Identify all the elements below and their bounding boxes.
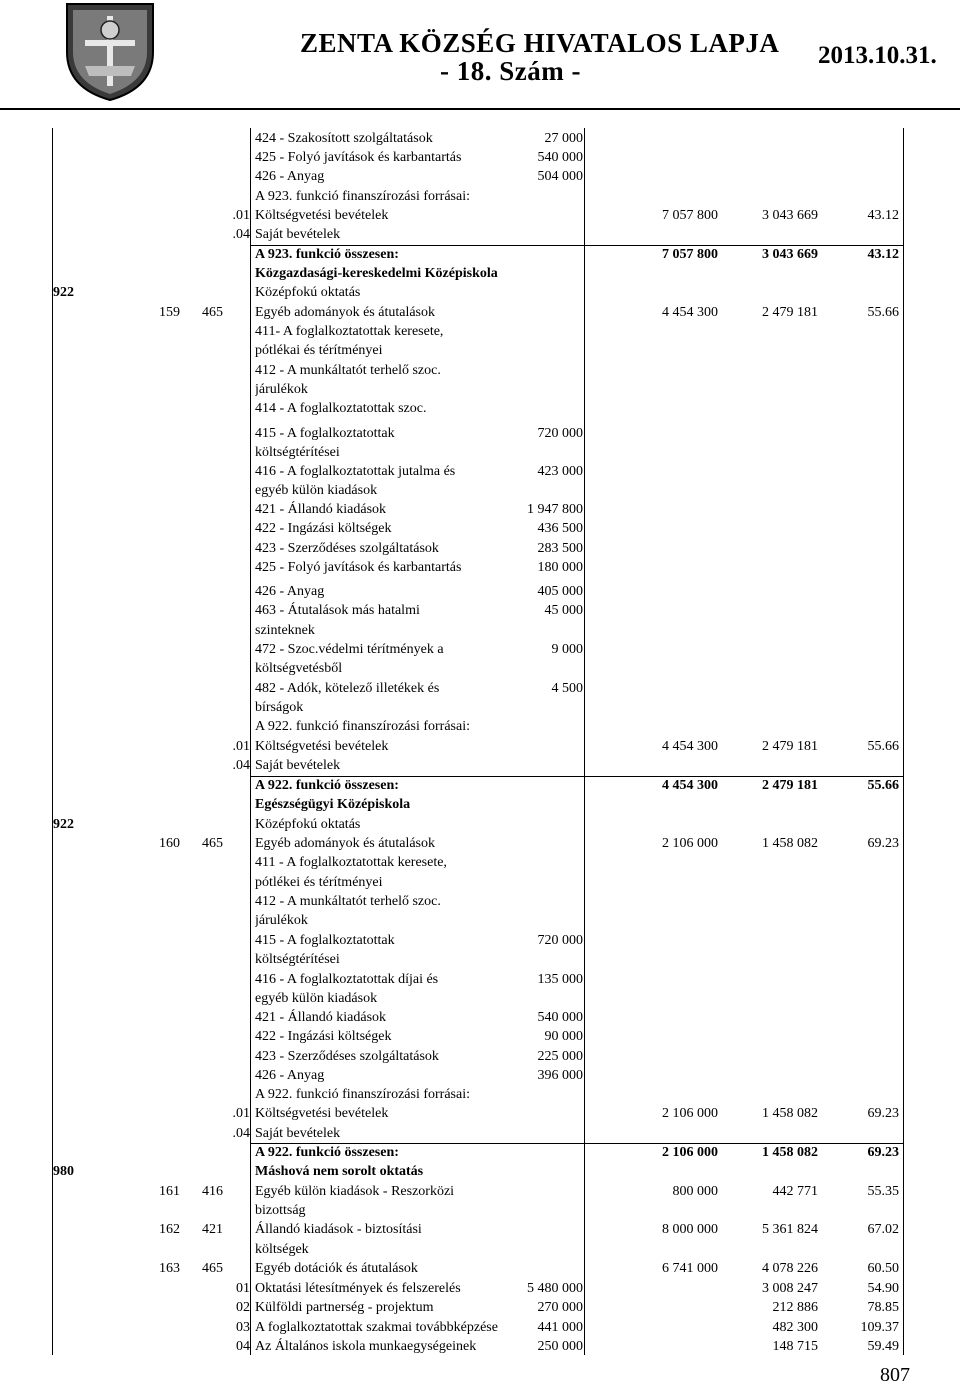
cell-source-code: .01 [232,208,250,223]
page-header [0,0,960,112]
table-row [0,1298,960,1317]
cell-planned-amount: 2 106 000 [662,1145,718,1160]
cell-executed-amount: 2 479 181 [762,778,818,793]
table-row [0,519,960,538]
cell-description: költségtérítései [255,952,340,967]
cell-function-code: 980 [53,1164,74,1179]
table-row [0,950,960,969]
header-divider [0,108,960,110]
cell-executed-amount: 1 458 082 [762,1145,818,1160]
table-row [0,815,960,834]
cell-source-code: 03 [236,1320,250,1335]
cell-executed-amount: 1 458 082 [762,836,818,851]
coat-of-arms-icon [55,0,165,104]
table-row [0,1337,960,1356]
table-row [0,167,960,186]
cell-description: A 923. funkció finanszírozási forrásai: [255,189,470,204]
cell-amount: 1 947 800 [527,502,583,517]
table-row [0,795,960,814]
cell-description: egyéb külön kiadások [255,991,378,1006]
table-row [0,245,960,264]
cell-executed-amount: 4 078 226 [762,1261,818,1276]
table-row [0,1085,960,1104]
cell-amount: 4 500 [551,681,583,696]
cell-description: A foglalkoztatottak szakmai továbbképzése [255,1320,498,1335]
cell-description: 482 - Adók, kötelező illetékek és [255,681,440,696]
cell-description: Költségvetési bevételek [255,208,389,223]
table-row [0,873,960,892]
cell-description: A 922. funkció összesen: [255,1145,399,1160]
cell-planned-amount: 8 000 000 [662,1222,718,1237]
cell-description: bírságok [255,700,304,715]
cell-description: Költségvetési bevételek [255,739,389,754]
table-row [0,989,960,1008]
cell-percent: 60.50 [867,1261,899,1276]
cell-source-code: .04 [232,1126,250,1141]
cell-amount: 283 500 [537,541,583,556]
table-row [0,399,960,418]
table-row [0,322,960,341]
cell-description: 423 - Szerződéses szolgáltatások [255,541,439,556]
table-row [0,558,960,577]
table-row [0,187,960,206]
cell-percent: 54.90 [867,1281,899,1296]
table-row [0,1220,960,1239]
journal-title: ZENTA KÖZSÉG HIVATALOS LAPJA [300,28,780,58]
table-row [0,698,960,717]
cell-description: járulékok [255,913,308,928]
cell-description: Saját bevételek [255,1126,341,1141]
cell-source-code: .01 [232,1106,250,1121]
cell-percent: 55.66 [867,778,899,793]
cell-description: költségtérítései [255,445,340,460]
table-row [0,1104,960,1123]
total-divider [250,776,904,777]
cell-planned-amount: 4 454 300 [662,739,718,754]
table-row [0,834,960,853]
cell-amount: 135 000 [537,972,583,987]
cell-planned-amount: 4 454 300 [662,305,718,320]
cell-description: Saját bevételek [255,758,341,773]
cell-executed-amount: 212 886 [772,1300,818,1315]
table-row [0,539,960,558]
cell-amount: 540 000 [537,150,583,165]
table-row [0,1047,960,1066]
cell-source-code: .04 [232,227,250,242]
cell-amount: 436 500 [537,521,583,536]
table-row [0,853,960,872]
cell-amount: 250 000 [537,1339,583,1354]
cell-executed-amount: 3 043 669 [762,247,818,262]
cell-description: Külföldi partnerség - projektum [255,1300,434,1315]
cell-source-code: .01 [232,739,250,754]
cell-amount: 540 000 [537,1010,583,1025]
cell-source-code: .04 [232,758,250,773]
cell-amount: 45 000 [544,603,583,618]
cell-description: A 922. funkció finanszírozási forrásai: [255,1087,470,1102]
table-row [0,424,960,443]
page-number: 807 [880,1364,910,1386]
cell-amount: 423 000 [537,464,583,479]
table-row [0,970,960,989]
table-row [0,129,960,148]
cell-amount: 441 000 [537,1320,583,1335]
cell-description: Egyéb külön kiadások - Reszorközi [255,1184,455,1199]
cell-percent: 67.02 [867,1222,899,1237]
cell-description: Egészségügyi Középiskola [255,797,411,812]
table-row [0,341,960,360]
cell-planned-amount: 7 057 800 [662,247,718,262]
cell-description: A 922. funkció összesen: [255,778,399,793]
cell-description: egyéb külön kiadások [255,483,378,498]
cell-amount: 396 000 [537,1068,583,1083]
issue-number: - 18. Szám - [440,56,581,86]
cell-executed-amount: 2 479 181 [762,739,818,754]
cell-amount: 720 000 [537,426,583,441]
table-row [0,1008,960,1027]
cell-executed-amount: 5 361 824 [762,1222,818,1237]
cell-description: 426 - Anyag [255,1068,325,1083]
table-row [0,500,960,519]
cell-planned-amount: 2 106 000 [662,1106,718,1121]
cell-description: 415 - A foglalkoztatottak [255,426,395,441]
cell-description: Állandó kiadások - biztosítási [255,1222,422,1237]
cell-planned-amount: 2 106 000 [662,836,718,851]
cell-amount: 27 000 [544,131,583,146]
table-row [0,443,960,462]
table-row [0,1279,960,1298]
table-row [0,582,960,601]
cell-description: 416 - A foglalkoztatottak díjai és [255,972,439,987]
cell-amount: 720 000 [537,933,583,948]
cell-position-number: 162 [159,1222,180,1237]
cell-description: Egyéb dotációk és átutalások [255,1261,418,1276]
cell-amount: 9 000 [551,642,583,657]
table-row [0,776,960,795]
table-row [0,1027,960,1046]
cell-description: 411 - A foglalkoztatottak keresete, [255,855,447,870]
table-row [0,659,960,678]
cell-description: bizottság [255,1203,306,1218]
cell-description: Költségvetési bevételek [255,1106,389,1121]
table-row [0,361,960,380]
cell-description: költségvetésből [255,661,343,676]
cell-planned-amount: 7 057 800 [662,208,718,223]
table-row [0,1318,960,1337]
cell-description: 423 - Szerződéses szolgáltatások [255,1049,439,1064]
table-row [0,206,960,225]
cell-description: 412 - A munkáltatót terhelő szoc. [255,894,441,909]
cell-description: 422 - Ingázási költségek [255,521,392,536]
cell-description: Saját bevételek [255,227,341,242]
cell-description: 425 - Folyó javítások és karbantartás [255,560,462,575]
table-row [0,303,960,322]
cell-percent: 43.12 [867,247,899,262]
cell-percent: 69.23 [867,1106,899,1121]
table-row [0,1182,960,1201]
cell-amount: 90 000 [544,1029,583,1044]
cell-description: 415 - A foglalkoztatottak [255,933,395,948]
total-divider [250,245,904,246]
cell-description: 426 - Anyag [255,169,325,184]
cell-amount: 225 000 [537,1049,583,1064]
cell-description: 472 - Szoc.védelmi térítmények a [255,642,444,657]
table-row [0,737,960,756]
cell-function-code: 922 [53,285,74,300]
cell-description: 421 - Állandó kiadások [255,1010,387,1025]
table-row [0,756,960,775]
cell-amount: 504 000 [537,169,583,184]
cell-executed-amount: 2 479 181 [762,305,818,320]
cell-description: 425 - Folyó javítások és karbantartás [255,150,462,165]
cell-executed-amount: 3 043 669 [762,208,818,223]
table-row [0,462,960,481]
cell-planned-amount: 800 000 [672,1184,718,1199]
cell-description: 463 - Átutalások más hatalmi [255,603,420,618]
cell-description: Az Általános iskola munkaegységeinek [255,1339,477,1354]
cell-description: 416 - A foglalkoztatottak jutalma és [255,464,456,479]
table-row [0,1162,960,1181]
cell-description: 421 - Állandó kiadások [255,502,387,517]
cell-description: A 922. funkció finanszírozási forrásai: [255,719,470,734]
cell-planned-amount: 6 741 000 [662,1261,718,1276]
cell-description: 424 - Szakosított szolgáltatások [255,131,433,146]
table-row [0,1143,960,1162]
cell-amount: 180 000 [537,560,583,575]
cell-economic-class: 465 [202,836,223,851]
cell-amount: 405 000 [537,584,583,599]
table-row [0,640,960,659]
cell-source-code: 01 [236,1281,250,1296]
cell-description: Középfokú oktatás [255,817,361,832]
table-row [0,225,960,244]
cell-description: 411- A foglalkoztatottak keresete, [255,324,444,339]
cell-percent: 59.49 [867,1339,899,1354]
cell-description: szinteknek [255,623,315,638]
table-row [0,679,960,698]
table-row [0,931,960,950]
cell-description: 426 - Anyag [255,584,325,599]
cell-amount: 5 480 000 [527,1281,583,1296]
cell-economic-class: 465 [202,1261,223,1276]
table-row [0,1259,960,1278]
cell-description: költségek [255,1242,309,1257]
table-row [0,1201,960,1220]
table-row [0,380,960,399]
table-row [0,717,960,736]
table-row [0,621,960,640]
cell-executed-amount: 482 300 [772,1320,818,1335]
cell-percent: 55.66 [867,739,899,754]
cell-description: járulékok [255,382,308,397]
cell-description: 412 - A munkáltatót terhelő szoc. [255,363,441,378]
cell-description: Egyéb adományok és átutalások [255,305,436,320]
cell-planned-amount: 4 454 300 [662,778,718,793]
cell-percent: 69.23 [867,1145,899,1160]
cell-percent: 69.23 [867,836,899,851]
cell-description: pótlékai és térítményei [255,343,383,358]
cell-description: Egyéb adományok és átutalások [255,836,436,851]
table-row [0,148,960,167]
table-row [0,1066,960,1085]
cell-description: A 923. funkció összesen: [255,247,399,262]
cell-executed-amount: 1 458 082 [762,1106,818,1121]
cell-position-number: 160 [159,836,180,851]
cell-percent: 43.12 [867,208,899,223]
cell-description: Máshová nem sorolt oktatás [255,1164,424,1179]
cell-description: Középfokú oktatás [255,285,361,300]
cell-position-number: 163 [159,1261,180,1276]
table-row [0,481,960,500]
cell-description: 414 - A foglalkoztatottak szoc. [255,401,427,416]
cell-amount: 270 000 [537,1300,583,1315]
cell-description: Közgazdasági-kereskedelmi Középiskola [255,266,498,281]
cell-executed-amount: 148 715 [772,1339,818,1354]
cell-percent: 55.66 [867,305,899,320]
cell-position-number: 159 [159,305,180,320]
cell-percent: 55.35 [867,1184,899,1199]
cell-source-code: 04 [236,1339,250,1354]
cell-executed-amount: 442 771 [772,1184,818,1199]
cell-executed-amount: 3 008 247 [762,1281,818,1296]
cell-description: Oktatási létesítmények és felszerelés [255,1281,461,1296]
cell-economic-class: 465 [202,305,223,320]
cell-description: pótlékei és térítményei [255,875,383,890]
table-row [0,264,960,283]
cell-source-code: 02 [236,1300,250,1315]
table-row [0,1240,960,1259]
cell-economic-class: 416 [202,1184,223,1199]
cell-position-number: 161 [159,1184,180,1199]
cell-economic-class: 421 [202,1222,223,1237]
cell-function-code: 922 [53,817,74,832]
total-divider [250,1143,904,1144]
cell-percent: 78.85 [867,1300,899,1315]
cell-description: 422 - Ingázási költségek [255,1029,392,1044]
issue-date: 2013.10.31. [818,42,937,69]
cell-percent: 109.37 [860,1320,899,1335]
table-row [0,1124,960,1143]
table-row [0,892,960,911]
table-row [0,283,960,302]
table-row [0,601,960,620]
table-row [0,911,960,930]
